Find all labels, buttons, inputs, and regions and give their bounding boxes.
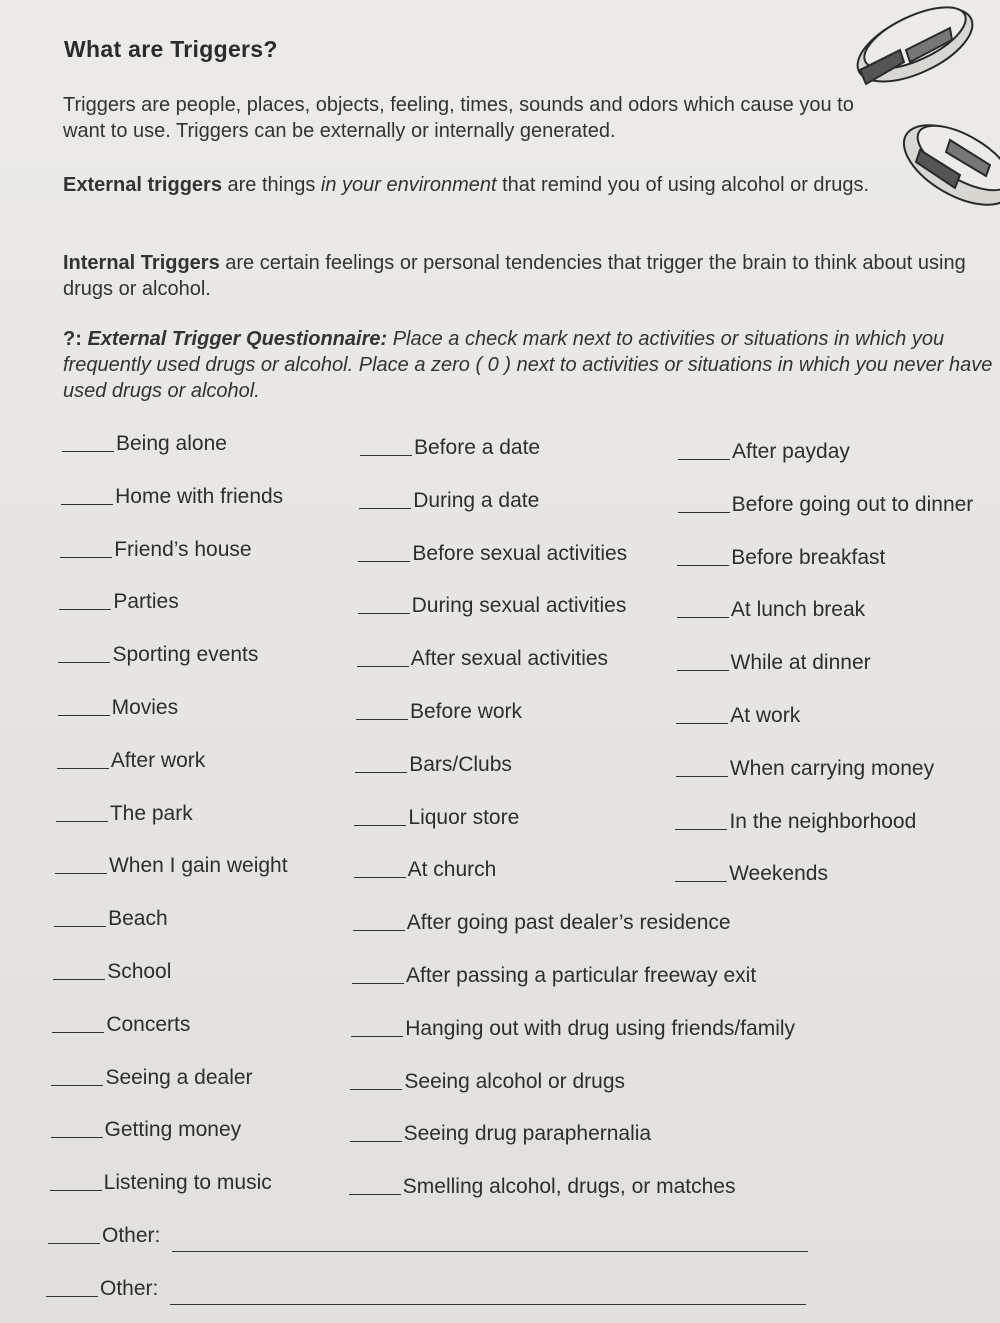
- checklist-item-label: Home with friends: [115, 484, 284, 508]
- checkbox-blank[interactable]: [354, 824, 406, 826]
- checklist-item-label: Before a date: [414, 436, 541, 459]
- checkbox-blank[interactable]: [50, 1189, 102, 1191]
- questionnaire-text: Place a check mark next to activities or situations in which you frequently used drugs or alcohol. Place a zero ( 0 ) next to activities or situations in which you never have used drugs or alcohol.: [63, 328, 993, 402]
- checklist-item: [352, 964, 756, 988]
- external-text-b: that remind you of using alcohol or drugs.: [496, 174, 869, 196]
- checklist-item: [52, 1013, 190, 1037]
- checkbox-blank[interactable]: [355, 771, 407, 773]
- checkbox-blank[interactable]: [55, 872, 107, 874]
- checkbox-blank[interactable]: [351, 1035, 403, 1037]
- checklist-item: [61, 485, 283, 509]
- checklist-item-label: While at dinner: [730, 651, 871, 675]
- checklist-item-label: Smelling alcohol, drugs, or matches: [402, 1175, 736, 1199]
- checkbox-blank[interactable]: [56, 820, 108, 822]
- checklist-item: [675, 862, 828, 886]
- checklist-item: [676, 704, 800, 728]
- checklist-item: [59, 590, 178, 614]
- checkbox-blank[interactable]: [358, 612, 410, 614]
- checklist-item-label: Parties: [113, 590, 179, 614]
- checklist-item-label: After passing a particular freeway exit: [406, 964, 757, 987]
- checklist-item-label: Before work: [410, 700, 523, 723]
- checklist-item-label: After work: [110, 748, 206, 772]
- checklist-item-label: Hanging out with drug using friends/family: [405, 1016, 796, 1040]
- checklist-item: [677, 651, 871, 675]
- external-triggers-paragraph: [63, 172, 913, 198]
- checkbox-blank[interactable]: [677, 669, 729, 671]
- checklist-item: [358, 594, 627, 618]
- checklist-item: [677, 546, 885, 570]
- internal-triggers-paragraph: [63, 250, 983, 302]
- checklist-item: [354, 858, 497, 882]
- checkbox-blank[interactable]: [349, 1193, 401, 1195]
- checklist-item: [349, 1175, 736, 1199]
- checklist-item-label: School: [107, 960, 172, 983]
- checklist-item-label: Beach: [108, 907, 168, 931]
- checklist-item: [353, 911, 731, 935]
- checkbox-blank[interactable]: [53, 978, 105, 980]
- internal-text: are certain feelings or personal tendencies that trigger the brain to think about using drugs or alcohol.: [63, 252, 966, 300]
- checkbox-blank[interactable]: [675, 880, 727, 882]
- checklist-item: [50, 1171, 272, 1195]
- checkbox-blank[interactable]: [676, 775, 728, 777]
- checklist-item-label: After sexual activities: [410, 647, 609, 671]
- checkbox-blank[interactable]: [357, 665, 409, 667]
- checklist-item-label: Being alone: [116, 432, 227, 455]
- checkbox-blank[interactable]: [360, 454, 412, 456]
- questionnaire-heading: External Trigger Questionnaire:: [87, 328, 388, 350]
- checklist-item-label: Concerts: [106, 1012, 191, 1036]
- checklist-item: [62, 432, 227, 456]
- checklist-item-label: In the neighborhood: [729, 809, 917, 833]
- checklist-item: [350, 1070, 625, 1094]
- checklist-item: [676, 757, 934, 781]
- other-label: Other:: [100, 1277, 159, 1300]
- checkbox-blank[interactable]: [676, 722, 728, 724]
- checklist-item: [51, 1066, 252, 1090]
- checkbox-blank[interactable]: [58, 661, 110, 663]
- checklist-item-label: The park: [109, 801, 193, 825]
- internal-term: Internal Triggers: [63, 252, 220, 274]
- checklist-item: [355, 753, 512, 777]
- checkbox-blank[interactable]: [62, 450, 114, 452]
- other-item: [48, 1224, 160, 1248]
- other-write-in-line[interactable]: [172, 1250, 808, 1252]
- questionnaire-prefix: ?:: [63, 328, 88, 350]
- checklist-item-label: Sporting events: [112, 643, 259, 667]
- checkbox-blank[interactable]: [52, 1031, 104, 1033]
- checklist-item-label: Seeing drug paraphernalia: [403, 1122, 652, 1146]
- checkbox-blank[interactable]: [678, 458, 730, 460]
- checklist-item: [678, 440, 850, 464]
- checklist-item: [56, 802, 193, 826]
- checklist-item-label: Bars/Clubs: [409, 752, 512, 776]
- checkbox-blank[interactable]: [59, 608, 111, 610]
- checkbox-blank[interactable]: [354, 876, 406, 878]
- checklist-item: [51, 1118, 242, 1142]
- checklist-item: [356, 700, 522, 724]
- checklist-item: [54, 907, 168, 931]
- external-term: External triggers: [63, 174, 222, 196]
- checklist-item: [55, 854, 288, 878]
- checklist-item: [677, 598, 865, 622]
- questionnaire-instructions: [63, 326, 993, 404]
- checklist-item-label: Seeing alcohol or drugs: [404, 1069, 626, 1093]
- checkbox-blank[interactable]: [51, 1084, 103, 1086]
- other-label: Other:: [102, 1224, 161, 1247]
- checklist-item-label: Before sexual activities: [412, 541, 628, 565]
- checklist-item: [58, 643, 258, 667]
- checklist-item: [358, 542, 627, 566]
- checkbox-blank[interactable]: [61, 503, 113, 505]
- checklist-item: [53, 960, 171, 984]
- checklist-item-label: After going past dealer’s residence: [406, 911, 731, 935]
- checkbox-blank[interactable]: [58, 714, 110, 716]
- checklist-item-label: At church: [407, 858, 497, 882]
- other-item: [46, 1277, 158, 1301]
- external-emphasis: in your environment: [320, 174, 497, 196]
- checklist-item-label: At lunch break: [730, 598, 866, 622]
- checkbox-blank[interactable]: [677, 564, 729, 566]
- checkbox-blank[interactable]: [60, 556, 112, 558]
- checklist-item-label: Movies: [111, 696, 179, 719]
- checklist-item-label: When carrying money: [729, 756, 935, 780]
- checklist-item-label: Before going out to dinner: [731, 492, 974, 516]
- checkbox-blank[interactable]: [48, 1242, 100, 1244]
- checkbox-blank[interactable]: [57, 767, 109, 769]
- checklist-item-label: Friend’s house: [114, 537, 252, 561]
- page-title: What are Triggers?: [64, 36, 278, 62]
- external-text-a: are things: [221, 174, 321, 196]
- checklist-item: [678, 493, 974, 517]
- checkbox-blank[interactable]: [675, 828, 727, 830]
- checklist-item: [58, 696, 179, 720]
- checklist-item-label: Getting money: [104, 1118, 242, 1142]
- checklist-item: [357, 647, 608, 671]
- checkbox-blank[interactable]: [350, 1140, 402, 1142]
- checklist-item-label: Listening to music: [103, 1171, 272, 1195]
- checklist-item-label: After payday: [732, 440, 850, 463]
- checklist-item: [354, 806, 519, 830]
- checkbox-blank[interactable]: [678, 511, 730, 513]
- checklist-item-label: At work: [730, 704, 801, 727]
- checklist-item: [359, 489, 539, 513]
- checkbox-blank[interactable]: [352, 982, 404, 984]
- checkbox-blank[interactable]: [54, 925, 106, 927]
- checklist-item-label: Liquor store: [408, 805, 520, 829]
- checklist-item: [60, 538, 251, 562]
- checklist-item: [57, 749, 206, 773]
- checklist-item-label: During sexual activities: [411, 594, 627, 618]
- checklist-item-label: During a date: [413, 488, 540, 512]
- checklist-item-label: Before breakfast: [731, 545, 886, 569]
- checkbox-blank[interactable]: [358, 560, 410, 562]
- checklist-item: [360, 436, 540, 460]
- checklist-item-label: Seeing a dealer: [105, 1065, 253, 1089]
- other-write-in-line[interactable]: [170, 1303, 806, 1305]
- checkbox-blank[interactable]: [353, 929, 405, 931]
- checklist-item: [350, 1122, 652, 1146]
- checkbox-blank[interactable]: [359, 507, 411, 509]
- intro-paragraph: Triggers are people, places, objects, feeling, times, sounds and odors which cause you to want to use. Triggers can be externally or internally generated.: [63, 94, 854, 142]
- checklist-item: [351, 1017, 795, 1041]
- checkbox-blank[interactable]: [677, 616, 729, 618]
- checkbox-blank[interactable]: [356, 718, 408, 720]
- checkbox-blank[interactable]: [350, 1088, 402, 1090]
- checklist-item: [675, 810, 916, 834]
- checkbox-blank[interactable]: [46, 1295, 98, 1297]
- checklist-item-label: Weekends: [729, 862, 828, 886]
- checkbox-blank[interactable]: [51, 1136, 103, 1138]
- checklist-item-label: When I gain weight: [108, 854, 288, 878]
